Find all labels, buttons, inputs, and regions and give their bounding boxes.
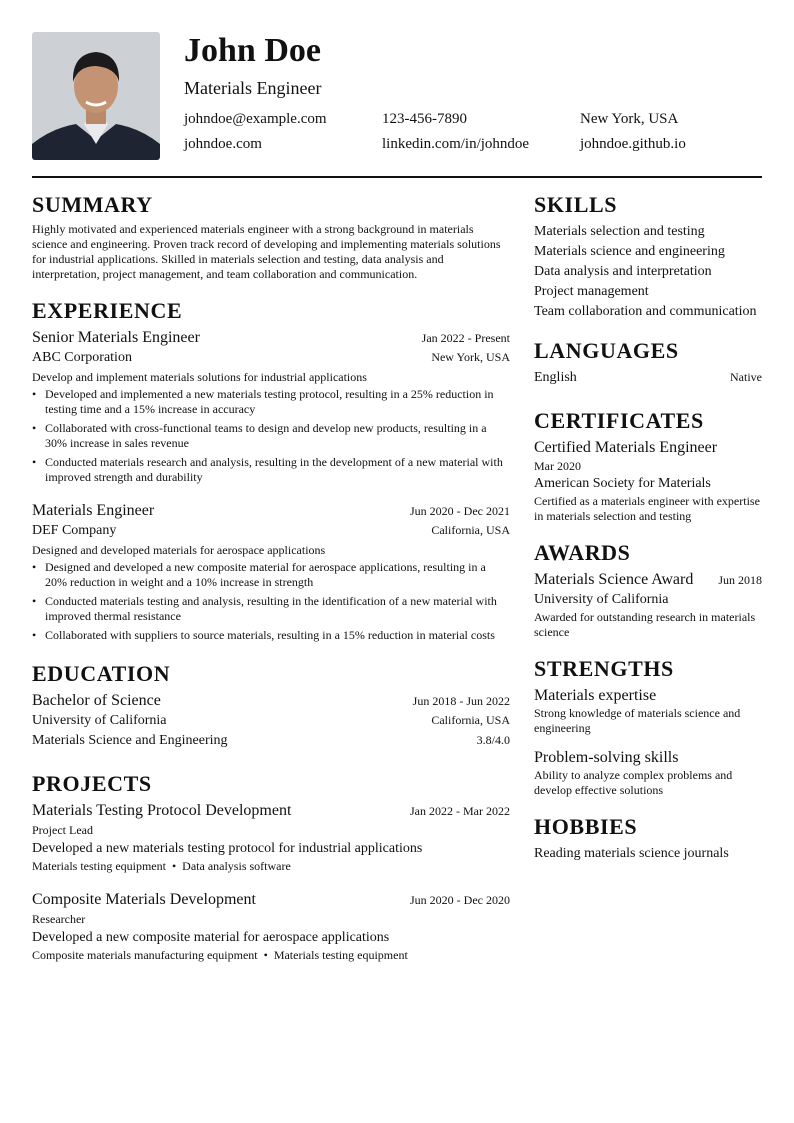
- list-item: • Conducted materials testing and analysis, resulting in the identification of a new material with improved thermal resistance: [32, 594, 510, 624]
- strength-item: [534, 686, 762, 736]
- job-bullets: [32, 560, 510, 643]
- section-heading: SUMMARY: [32, 192, 153, 217]
- location-text: New York, USA: [580, 111, 679, 127]
- resume-header: [32, 32, 762, 160]
- tool-item: Materials testing equipment: [32, 859, 166, 873]
- project-name: Materials Testing Protocol Development: [32, 802, 292, 819]
- section-heading: SKILLS: [534, 192, 618, 217]
- section-heading: AWARDS: [534, 540, 631, 565]
- award-description: Awarded for outstanding research in materials science: [534, 610, 756, 639]
- section-heading: CERTIFICATES: [534, 408, 704, 433]
- award-name: Materials Science Award: [534, 571, 694, 588]
- summary-text: Highly motivated and experienced materials engineer with a strong background in materials science and engineering. Proven track record of developing and implementing materials solutions for industrial applications. Skilled in materials selection and testing, data analysis and interpretation, project management, and team collaboration and communication.: [32, 222, 501, 281]
- job-entry: [32, 501, 510, 643]
- list-item: • Collaborated with cross-functional teams to design and develop new products, resulting in a 30% increase in sales revenue: [32, 421, 510, 451]
- job-location: New York, USA: [431, 350, 510, 364]
- strengths-section: [534, 654, 762, 798]
- certificate-description: Certified as a materials engineer with expertise in materials selection and testing: [534, 494, 760, 523]
- certificate-issuer: American Society for Materials: [534, 476, 711, 491]
- job-company: DEF Company: [32, 523, 117, 538]
- candidate-name: John Doe: [184, 32, 321, 69]
- strength-description: Ability to analyze complex problems and develop effective solutions: [534, 768, 733, 797]
- skill-item: Materials selection and testing: [534, 224, 705, 239]
- project-dates: Jan 2022 - Mar 2022: [410, 804, 510, 818]
- list-item: • Collaborated with suppliers to source materials, resulting in a 15% reduction in material costs: [32, 628, 510, 643]
- separator: •: [171, 859, 177, 873]
- strength-description: Strong knowledge of materials science and engineering: [534, 706, 741, 735]
- field-of-study: Materials Science and Engineering: [32, 733, 228, 748]
- section-heading: STRENGTHS: [534, 656, 674, 681]
- project-description: Developed a new materials testing protocol for industrial applications: [32, 841, 423, 856]
- job-description: Develop and implement materials solutions for industrial applications: [32, 370, 367, 384]
- right-column: [534, 190, 762, 878]
- website-link[interactable]: johndoe.com: [184, 136, 262, 152]
- education-location: California, USA: [431, 713, 510, 727]
- skill-item: Data analysis and interpretation: [534, 264, 712, 279]
- github-link[interactable]: johndoe.github.io: [580, 136, 686, 152]
- job-entry: [32, 328, 510, 485]
- school: University of California: [32, 713, 167, 728]
- project-name: Composite Materials Development: [32, 891, 256, 908]
- job-company: ABC Corporation: [32, 350, 132, 365]
- project-role: Project Lead: [32, 823, 93, 837]
- list-item: • Developed and implemented a new materials testing protocol, resulting in a 25% reduction in testing time and a 15% increase in accuracy: [32, 387, 510, 417]
- job-description: Designed and developed materials for aerospace applications: [32, 543, 326, 557]
- email-link[interactable]: johndoe@example.com: [184, 111, 327, 127]
- project-entry: [32, 801, 510, 874]
- experience-section: [32, 296, 510, 643]
- section-heading: EDUCATION: [32, 661, 171, 686]
- skills-section: [534, 190, 762, 322]
- header-divider: [32, 176, 762, 178]
- section-heading: PROJECTS: [32, 771, 152, 796]
- job-dates: Jun 2020 - Dec 2021: [410, 504, 510, 518]
- job-location: California, USA: [431, 523, 510, 537]
- languages-section: [534, 336, 762, 388]
- linkedin-link[interactable]: linkedin.com/in/johndoe: [382, 136, 530, 152]
- tool-item: Data analysis software: [182, 859, 291, 873]
- project-tools: [32, 948, 510, 963]
- language-level: Native: [730, 370, 762, 384]
- job-title: Materials Engineer: [32, 502, 155, 519]
- summary-section: [32, 190, 510, 282]
- award-issuer: University of California: [534, 592, 669, 607]
- education-section: [32, 659, 510, 751]
- awards-section: [534, 538, 762, 640]
- section-heading: EXPERIENCE: [32, 298, 183, 323]
- candidate-title: Materials Engineer: [184, 78, 322, 98]
- language-name: English: [534, 370, 577, 385]
- phone-number: 123-456-7890: [382, 111, 467, 127]
- skill-item: Team collaboration and communication: [534, 304, 757, 319]
- strength-item: [534, 748, 762, 798]
- project-description: Developed a new composite material for aerospace applications: [32, 930, 390, 945]
- section-heading: LANGUAGES: [534, 338, 679, 363]
- strength-name: Problem-solving skills: [534, 749, 679, 766]
- project-entry: [32, 890, 510, 963]
- tool-item: Materials testing equipment: [273, 948, 408, 962]
- list-item: • Designed and developed a new composite material for aerospace applications, resulting in a 20% reduction in weight and a 10% increase in strength: [32, 560, 510, 590]
- job-bullets: [32, 387, 510, 485]
- left-column: [32, 190, 510, 979]
- certificates-section: [534, 406, 762, 524]
- certificate-name: Certified Materials Engineer: [534, 439, 718, 456]
- skill-item: Materials science and engineering: [534, 244, 725, 259]
- hobbies-section: [534, 812, 762, 864]
- hobby-item: Reading materials science journals: [534, 846, 729, 861]
- skill-item: Project management: [534, 284, 649, 299]
- job-title: Senior Materials Engineer: [32, 329, 200, 346]
- strength-name: Materials expertise: [534, 687, 657, 704]
- education-dates: Jun 2018 - Jun 2022: [412, 694, 510, 708]
- project-tools: [32, 859, 510, 874]
- award-date: Jun 2018: [718, 573, 762, 587]
- tool-item: Composite materials manufacturing equipment: [32, 948, 258, 962]
- list-item: • Conducted materials research and analysis, resulting in the development of a new material with improved strength and durability: [32, 455, 510, 485]
- profile-photo: [32, 32, 160, 160]
- certificate-date: Mar 2020: [534, 459, 581, 473]
- project-role: Researcher: [32, 912, 86, 926]
- section-heading: HOBBIES: [534, 814, 638, 839]
- projects-section: [32, 769, 510, 963]
- degree: Bachelor of Science: [32, 692, 161, 709]
- separator: •: [263, 948, 268, 962]
- project-dates: Jun 2020 - Dec 2020: [410, 893, 510, 907]
- gpa: 3.8/4.0: [476, 733, 510, 747]
- job-dates: Jan 2022 - Present: [421, 331, 510, 345]
